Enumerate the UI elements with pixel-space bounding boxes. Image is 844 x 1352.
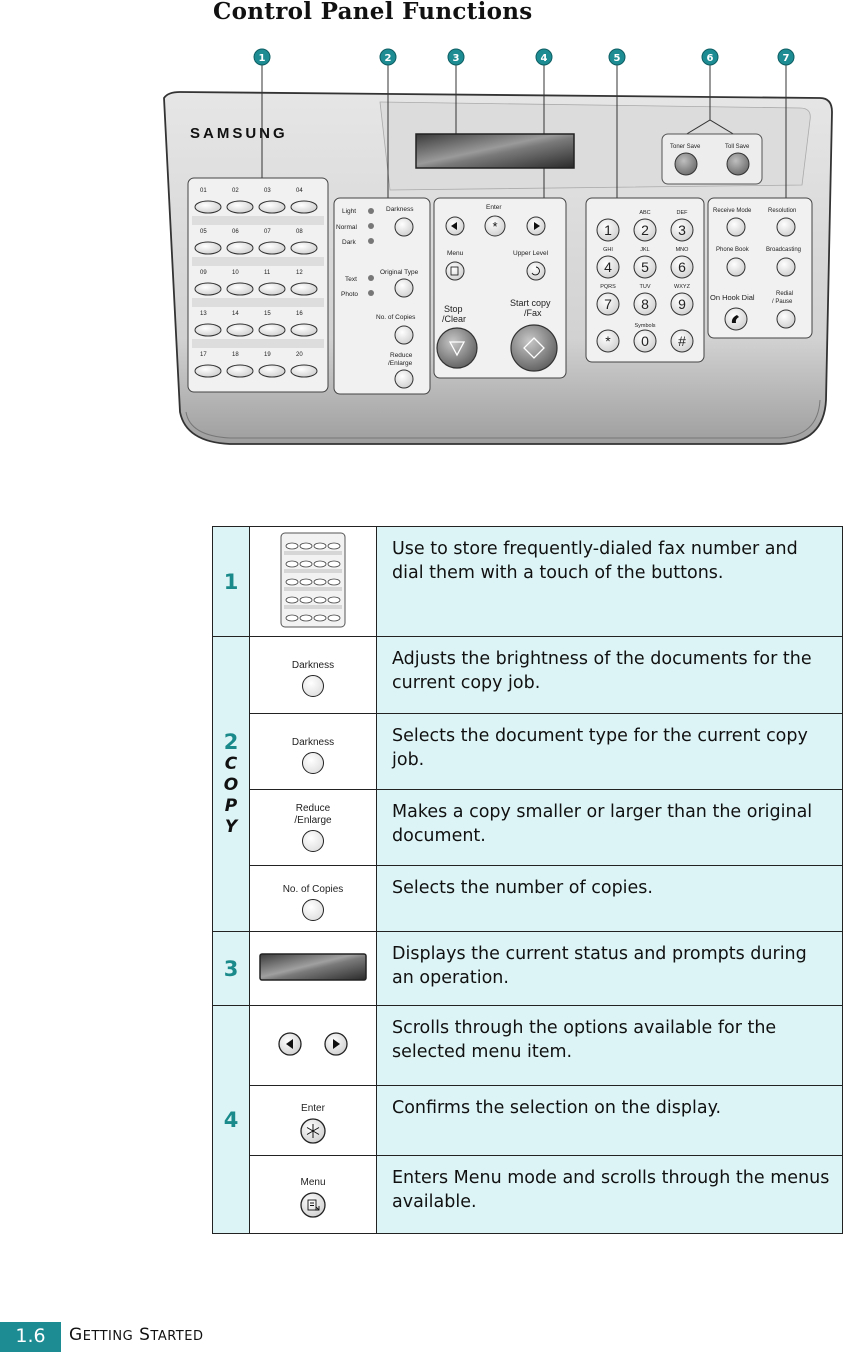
reduce-enlarge-thumb — [294, 803, 331, 852]
onetouch-panel — [188, 178, 328, 392]
onetouch-label: 03 — [264, 188, 271, 194]
keypad-key-label: 9 — [678, 296, 686, 312]
copy-section — [334, 198, 430, 394]
row-4b — [213, 1086, 843, 1156]
menu-thumb — [299, 1177, 327, 1219]
normal-label: Normal — [336, 224, 357, 231]
thumb-band — [284, 587, 342, 591]
toll-save-button[interactable] — [727, 153, 749, 175]
thumb-onetouch-button — [300, 597, 312, 603]
onetouch-button[interactable] — [195, 324, 221, 336]
callout-4: 4 — [540, 53, 548, 64]
thumb-onetouch-button — [328, 543, 340, 549]
clear-label: /Clear — [442, 314, 467, 324]
onetouch-band — [192, 339, 324, 348]
onetouch-label: 20 — [296, 352, 303, 358]
page-number: 1.6 — [0, 1322, 61, 1352]
onetouch-label: 04 — [296, 188, 303, 194]
keypad-letters: WXYZ — [674, 284, 690, 290]
section-g: G — [69, 1325, 83, 1345]
original-type-image-cell — [250, 714, 377, 790]
section-title — [69, 1325, 203, 1345]
thumb-onetouch-button — [300, 579, 312, 585]
onetouch-label: 10 — [232, 270, 239, 276]
callout-5: 5 — [613, 53, 621, 64]
row-1-image-cell — [250, 527, 377, 637]
onetouch-button[interactable] — [291, 201, 317, 213]
row-4-number: 4 — [213, 1006, 250, 1234]
function-table — [212, 526, 843, 1234]
row-3 — [213, 932, 843, 1006]
enlarge-thumb-label: /Enlarge — [294, 815, 332, 826]
thumb-onetouch-button — [300, 561, 312, 567]
keypad-letters: MNO — [675, 247, 689, 253]
nav-section — [434, 198, 566, 378]
onetouch-band — [192, 216, 324, 225]
row-1 — [213, 527, 843, 637]
thumb-band — [284, 605, 342, 609]
enter-asterisk-icon — [299, 1117, 327, 1145]
text-label: Text — [345, 276, 357, 283]
darkness-image-cell — [250, 637, 377, 714]
onetouch-label: 13 — [200, 311, 207, 317]
thumb-band — [284, 569, 342, 573]
section-etting: ETTING — [82, 1329, 134, 1344]
onetouch-panel-thumbnail — [280, 532, 346, 628]
control-panel-diagram — [150, 40, 840, 460]
row-4a-description: Scrolls through the options available for the selected menu item. — [377, 1006, 843, 1086]
keypad-letters: GHI — [603, 247, 613, 253]
fax-label: /Fax — [524, 308, 542, 318]
light-label: Light — [342, 208, 357, 215]
row-4c-description: Enters Menu mode and scrolls through the menus available. — [377, 1156, 843, 1234]
reduce-thumb-label: Reduce — [295, 803, 331, 814]
reduce-label: Reduce — [390, 352, 413, 359]
onetouch-button[interactable] — [259, 242, 285, 254]
copy-letter-o: O — [223, 775, 239, 795]
thumb-onetouch-button — [328, 615, 340, 621]
menu-button[interactable] — [446, 262, 464, 280]
section-tarted: TARTED — [150, 1329, 204, 1344]
thumb-onetouch-button — [286, 543, 298, 549]
no-of-copies-thumb — [283, 884, 344, 921]
keypad-key-label: * — [605, 333, 611, 349]
thumb-onetouch-button — [314, 561, 326, 567]
onetouch-button[interactable] — [227, 324, 253, 336]
callout-7: 7 — [782, 53, 790, 64]
photo-label: Photo — [341, 291, 358, 298]
row-2a — [213, 637, 843, 714]
row-4a — [213, 1006, 843, 1086]
onetouch-button[interactable] — [195, 365, 221, 377]
dark-label: Dark — [342, 239, 356, 246]
copy-letter-y: Y — [224, 817, 238, 837]
thumb-band — [284, 551, 342, 555]
arrow-buttons-thumbnail — [268, 1029, 358, 1059]
keypad-letters: PQRS — [600, 284, 616, 290]
keypad-key-label: # — [678, 333, 686, 349]
row-3-description: Displays the current status and prompts during an operation. — [377, 932, 843, 1006]
upper-level-button[interactable] — [527, 262, 545, 280]
onetouch-button[interactable] — [291, 365, 317, 377]
fax-section — [708, 198, 812, 338]
original-type-button[interactable] — [395, 279, 413, 297]
thumb-onetouch-button — [286, 579, 298, 585]
row-2a-description: Adjusts the brightness of the documents for the current copy job. — [377, 637, 843, 714]
keypad-letters: ABC — [639, 210, 651, 216]
stop-clear-button[interactable] — [437, 328, 477, 368]
callout-6: 6 — [706, 53, 714, 64]
page-title: Control Panel Functions — [213, 0, 533, 25]
no-of-copies-button[interactable] — [395, 326, 413, 344]
keypad-key-label: 6 — [678, 259, 686, 275]
on-hook-dial-label: On Hook Dial — [710, 293, 755, 302]
broadcasting-button[interactable] — [777, 258, 795, 276]
enter-thumb — [299, 1103, 327, 1145]
menu-icon — [299, 1191, 327, 1219]
darkness-button[interactable] — [395, 218, 413, 236]
reduce-enlarge-thumb-circle — [302, 830, 324, 852]
onetouch-button[interactable] — [195, 242, 221, 254]
broadcasting-label: Broadcasting — [766, 247, 802, 253]
row-2d-description: Selects the number of copies. — [377, 866, 843, 932]
onetouch-button[interactable] — [291, 283, 317, 295]
onetouch-label: 18 — [232, 352, 239, 358]
brand-logo: SAMSUNG — [190, 125, 288, 142]
thumb-onetouch-button — [314, 543, 326, 549]
onetouch-button[interactable] — [195, 283, 221, 295]
no-of-copies-label: No. of Copies — [376, 314, 416, 321]
keypad-key-label: 0 — [641, 333, 649, 349]
toner-toll-group — [662, 134, 762, 184]
thumb-onetouch-button — [328, 579, 340, 585]
onetouch-label: 06 — [232, 229, 239, 235]
keypad-letters: DEF — [676, 210, 688, 216]
thumb-onetouch-button — [300, 543, 312, 549]
row-2-number: 2 — [223, 730, 239, 754]
resolution-button[interactable] — [777, 218, 795, 236]
onetouch-button[interactable] — [259, 324, 285, 336]
row-4b-description: Confirms the selection on the display. — [377, 1086, 843, 1156]
enter-label: Enter — [486, 204, 502, 211]
original-type-label: Original Type — [380, 269, 419, 276]
callout-2: 2 — [384, 53, 392, 64]
onetouch-button[interactable] — [227, 201, 253, 213]
section-s: S — [139, 1325, 151, 1345]
no-of-copies-image-cell — [250, 866, 377, 932]
onetouch-band — [192, 298, 324, 307]
stop-label: Stop — [444, 304, 463, 314]
onetouch-label: 09 — [200, 270, 207, 276]
enlarge-label: /Enlarge — [388, 360, 413, 367]
onetouch-button[interactable] — [227, 283, 253, 295]
row-2-number-cell — [213, 637, 250, 932]
phone-book-label: Phone Book — [716, 247, 749, 253]
onetouch-button[interactable] — [259, 283, 285, 295]
original-type-thumb-circle — [302, 752, 324, 774]
start-copy-button[interactable] — [511, 325, 557, 371]
menu-label: Menu — [447, 250, 464, 257]
no-of-copies-thumb-circle — [302, 899, 324, 921]
thumb-onetouch-button — [314, 615, 326, 621]
enter-thumb-label: Enter — [301, 1103, 325, 1114]
keypad-section — [586, 198, 704, 362]
toner-save-label: Toner Save — [670, 144, 701, 150]
pause-label: / Pause — [772, 299, 793, 305]
thumb-onetouch-button — [314, 579, 326, 585]
keypad-letters: TUV — [639, 284, 651, 290]
menu-image-cell — [250, 1156, 377, 1234]
row-2b-description: Selects the document type for the current copy job. — [377, 714, 843, 790]
onetouch-button[interactable] — [227, 365, 253, 377]
row-4c — [213, 1156, 843, 1234]
redial-pause-button[interactable] — [777, 310, 795, 328]
redial-label: Redial — [776, 291, 794, 297]
onetouch-button[interactable] — [195, 201, 221, 213]
onetouch-button[interactable] — [259, 201, 285, 213]
reduce-enlarge-button[interactable] — [395, 370, 413, 388]
keypad-key-label: 3 — [678, 222, 686, 238]
thumb-onetouch-button — [286, 561, 298, 567]
keypad-key-label: 1 — [604, 222, 612, 238]
darkness-thumb-label: Darkness — [291, 660, 335, 671]
upper-level-label: Upper Level — [513, 250, 549, 257]
onetouch-button[interactable] — [291, 324, 317, 336]
lcd-thumbnail — [258, 951, 368, 983]
thumb-onetouch-button — [328, 561, 340, 567]
row-1-number: 1 — [213, 527, 250, 637]
onetouch-label: 02 — [232, 188, 239, 194]
onetouch-label: 07 — [264, 229, 271, 235]
svg-text:*: * — [492, 219, 498, 234]
row-3-number: 3 — [213, 932, 250, 1006]
onetouch-label: 12 — [296, 270, 303, 276]
onetouch-button[interactable] — [291, 242, 317, 254]
original-type-thumb-label: Darkness — [291, 736, 335, 748]
lcd-display — [416, 134, 574, 168]
no-of-copies-thumb-label: No. of Copies — [282, 883, 344, 895]
row-1-description: Use to store frequently-dialed fax number and dial them with a touch of the buttons. — [377, 527, 843, 637]
receive-mode-label: Receive Mode — [713, 208, 752, 214]
onetouch-label: 11 — [264, 270, 271, 276]
arrows-image-cell — [250, 1006, 377, 1086]
onetouch-label: 16 — [296, 311, 303, 317]
onetouch-band — [192, 257, 324, 266]
phone-book-button[interactable] — [727, 258, 745, 276]
keypad-key-label: 4 — [604, 259, 612, 275]
thumb-onetouch-button — [286, 597, 298, 603]
menu-thumb-label: Menu — [300, 1177, 326, 1188]
reduce-enlarge-image-cell — [250, 790, 377, 866]
onetouch-label: 19 — [264, 352, 271, 358]
onetouch-label: 01 — [200, 188, 207, 194]
resolution-label: Resolution — [768, 208, 797, 214]
thumb-onetouch-button — [314, 597, 326, 603]
thumb-onetouch-button — [328, 597, 340, 603]
thumb-onetouch-button — [286, 615, 298, 621]
keypad-key-label: 2 — [641, 222, 649, 238]
onetouch-button[interactable] — [259, 365, 285, 377]
copy-letter-c: C — [224, 754, 238, 774]
row-2b — [213, 714, 843, 790]
keypad-letters: JKL — [640, 247, 650, 253]
darkness-thumb-circle — [302, 675, 324, 697]
onetouch-button[interactable] — [227, 242, 253, 254]
darkness-label: Darkness — [386, 206, 414, 213]
keypad-key-label: 5 — [641, 259, 649, 275]
keypad-key-label: 8 — [641, 296, 649, 312]
keypad-key-label: 7 — [604, 296, 612, 312]
original-type-thumb — [292, 737, 334, 774]
onetouch-label: 14 — [232, 311, 239, 317]
row-2d — [213, 866, 843, 932]
toll-save-label: Toll Save — [725, 144, 750, 150]
row-2c — [213, 790, 843, 866]
copy-letter-p: P — [224, 796, 238, 816]
onetouch-label: 05 — [200, 229, 207, 235]
symbols-label: Symbols — [634, 323, 656, 329]
onetouch-label: 15 — [264, 311, 271, 317]
thumb-onetouch-button — [300, 615, 312, 621]
row-2c-description: Makes a copy smaller or larger than the original document. — [377, 790, 843, 866]
onetouch-label: 17 — [200, 352, 207, 358]
toner-save-button[interactable] — [675, 153, 697, 175]
darkness-thumb — [292, 660, 334, 697]
enter-image-cell — [250, 1086, 377, 1156]
receive-mode-button[interactable] — [727, 218, 745, 236]
callout-1: 1 — [258, 53, 266, 64]
lcd-image-cell — [250, 932, 377, 1006]
onetouch-label: 08 — [296, 229, 303, 235]
callout-3: 3 — [452, 53, 460, 64]
start-copy-label: Start copy — [510, 298, 551, 308]
